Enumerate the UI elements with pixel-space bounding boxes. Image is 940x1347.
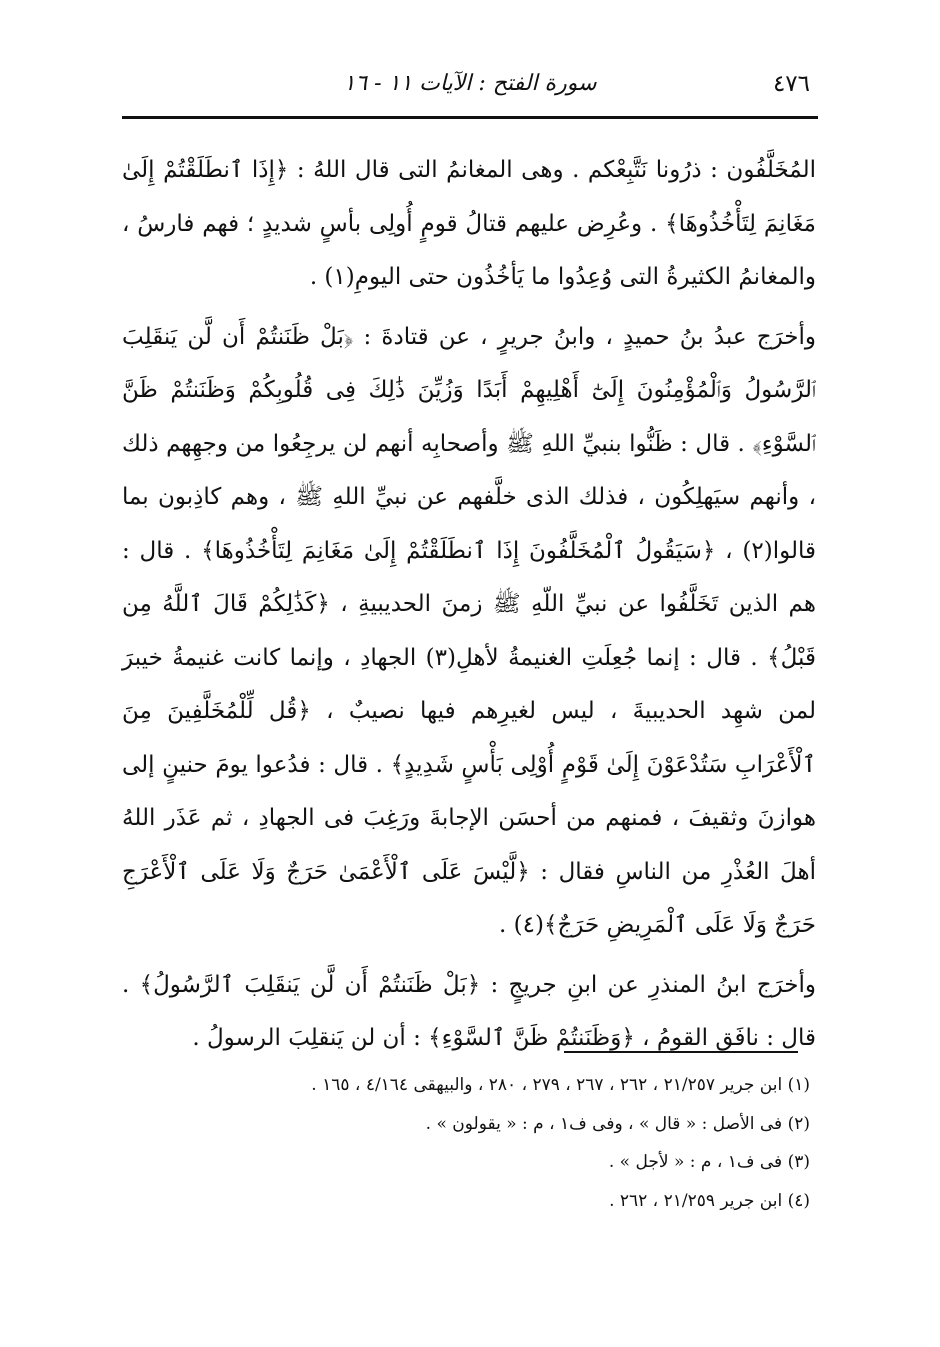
footnote-1: (١) ابن جرير ٢١/٢٥٧ ، ٢٦٢ ، ٢٦٧ ، ٢٧٩ ، ٢٨٠ ، والبيهقى ٤/١٦٤ ، ١٦٥ . bbox=[311, 1075, 810, 1095]
footnote-rule bbox=[564, 1051, 798, 1053]
footnote-4: (٤) ابن جرير ٢١/٢٥٩ ، ٢٦٢ . bbox=[609, 1190, 810, 1211]
paragraph-2: وأخرَج عبدُ بنُ حميدٍ ، وابنُ جريرٍ ، عن قتادةَ : ﴿بَلْ ظَنَنتُمْ أَن لَّن يَنقَلِبَ ٱلرَّسُولُ وَٱلْمُؤْمِنُونَ إِلَىٰٓ أَهْلِيهِمْ أَبَدًا وَزُيِّنَ ذَٰلِكَ فِى قُلُوبِكُمْ وَظَنَنتُمْ ظَنَّ ٱلسَّوْءِ﴾ . قال : ظَنُّوا بنبيِّ اللهِ ﷺ وأصحابِه أنهم لن يرجِعُوا من وجهِهم ذلك ، وأنهم سيَهلِكُون ، فذلك الذى خلَّفهم عن نبيِّ اللهِ ﷺ ، وهم كاذِبون بما قالوا(٢) ، ﴿سَيَقُولُ ٱلْمُخَلَّفُونَ إِذَا ٱنطَلَقْتُمْ إِلَىٰ مَغَانِمَ لِتَأْخُذُوهَا﴾ . قال : هم الذين تَخَلَّفُوا عن نبيِّ اللّهِ ﷺ زمنَ الحديبيةِ ، ﴿كَذَٰلِكُمْ قَالَ ٱللَّهُ مِن قَبْلُ﴾ . قال : إنما جُعِلَتِ الغنيمةُ لأهلِ(٣) الجهادِ ، وإنما كانت غنيمةُ خيبرَ لمن شهِد الحديبيةَ ، ليس لغيرِهم فيها نصيبٌ ، ﴿قُل لِّلْمُخَلَّفِينَ مِنَ ٱلْأَعْرَابِ سَتُدْعَوْنَ إِلَىٰ قَوْمٍ أُوْلِى بَأْسٍ شَدِيدٍ﴾ . قال : فدُعوا يومَ حنينٍ إلى هوازنَ وثقيفَ ، فمنهم من أحسَن الإجابةَ ورَغِبَ فى الجهادِ ، ثم عَذَر اللهُ أهلَ العُذْرِ من الناسِ فقال : ﴿لَّيْسَ عَلَى ٱلْأَعْمَىٰ حَرَجٌ وَلَا عَلَى ٱلْأَعْرَجِ حَرَجٌ وَلَا عَلَى ٱلْمَرِيضِ حَرَجٌ﴾(٤) . bbox=[122, 323, 816, 938]
running-title: سورة الفتح : الآيات ١١ - ١٦ bbox=[343, 71, 597, 96]
paragraph-3: وأخرَج ابنُ المنذرِ عن ابنِ جريجٍ : ﴿بَلْ ظَنَنتُمْ أَن لَّن يَنقَلِبَ ٱلرَّسُولُ﴾ . قال : نافَق القومُ ، ﴿وَظَنَنتُمْ ظَنَّ ٱلسَّوْءِ﴾ : أن لن يَنقلِبَ الرسولُ . bbox=[122, 971, 816, 1051]
paragraph-1: المُخَلَّفُون : ذرُونا نَتَّبِعْكم . وهى المغانمُ التى قال اللهُ : ﴿إِذَا ٱنطَلَقْتُمْ إِلَىٰ مَغَانِمَ لِتَأْخُذُوهَا﴾ . وعُرِض عليهم قتالُ قومٍ أُولِى بأسٍ شديدٍ ؛ فهم فارسُ ، والمغانمُ الكثيرةُ التى وُعِدُوا ما يَأخُذُون حتى اليومِ(١) . bbox=[122, 157, 816, 290]
main-text bbox=[122, 144, 816, 1066]
footnote-3: (٣) فى ف١ ، م : « لأجل » . bbox=[608, 1152, 810, 1172]
header-rule bbox=[122, 116, 818, 119]
footnotes bbox=[122, 1066, 816, 1220]
page-header bbox=[122, 58, 818, 108]
footnote-2: (٢) فى الأصل : « قال » ، وفى ف١ ، م : « يقولون » . bbox=[425, 1113, 810, 1134]
page-number: ٤٧٦ bbox=[772, 71, 810, 97]
